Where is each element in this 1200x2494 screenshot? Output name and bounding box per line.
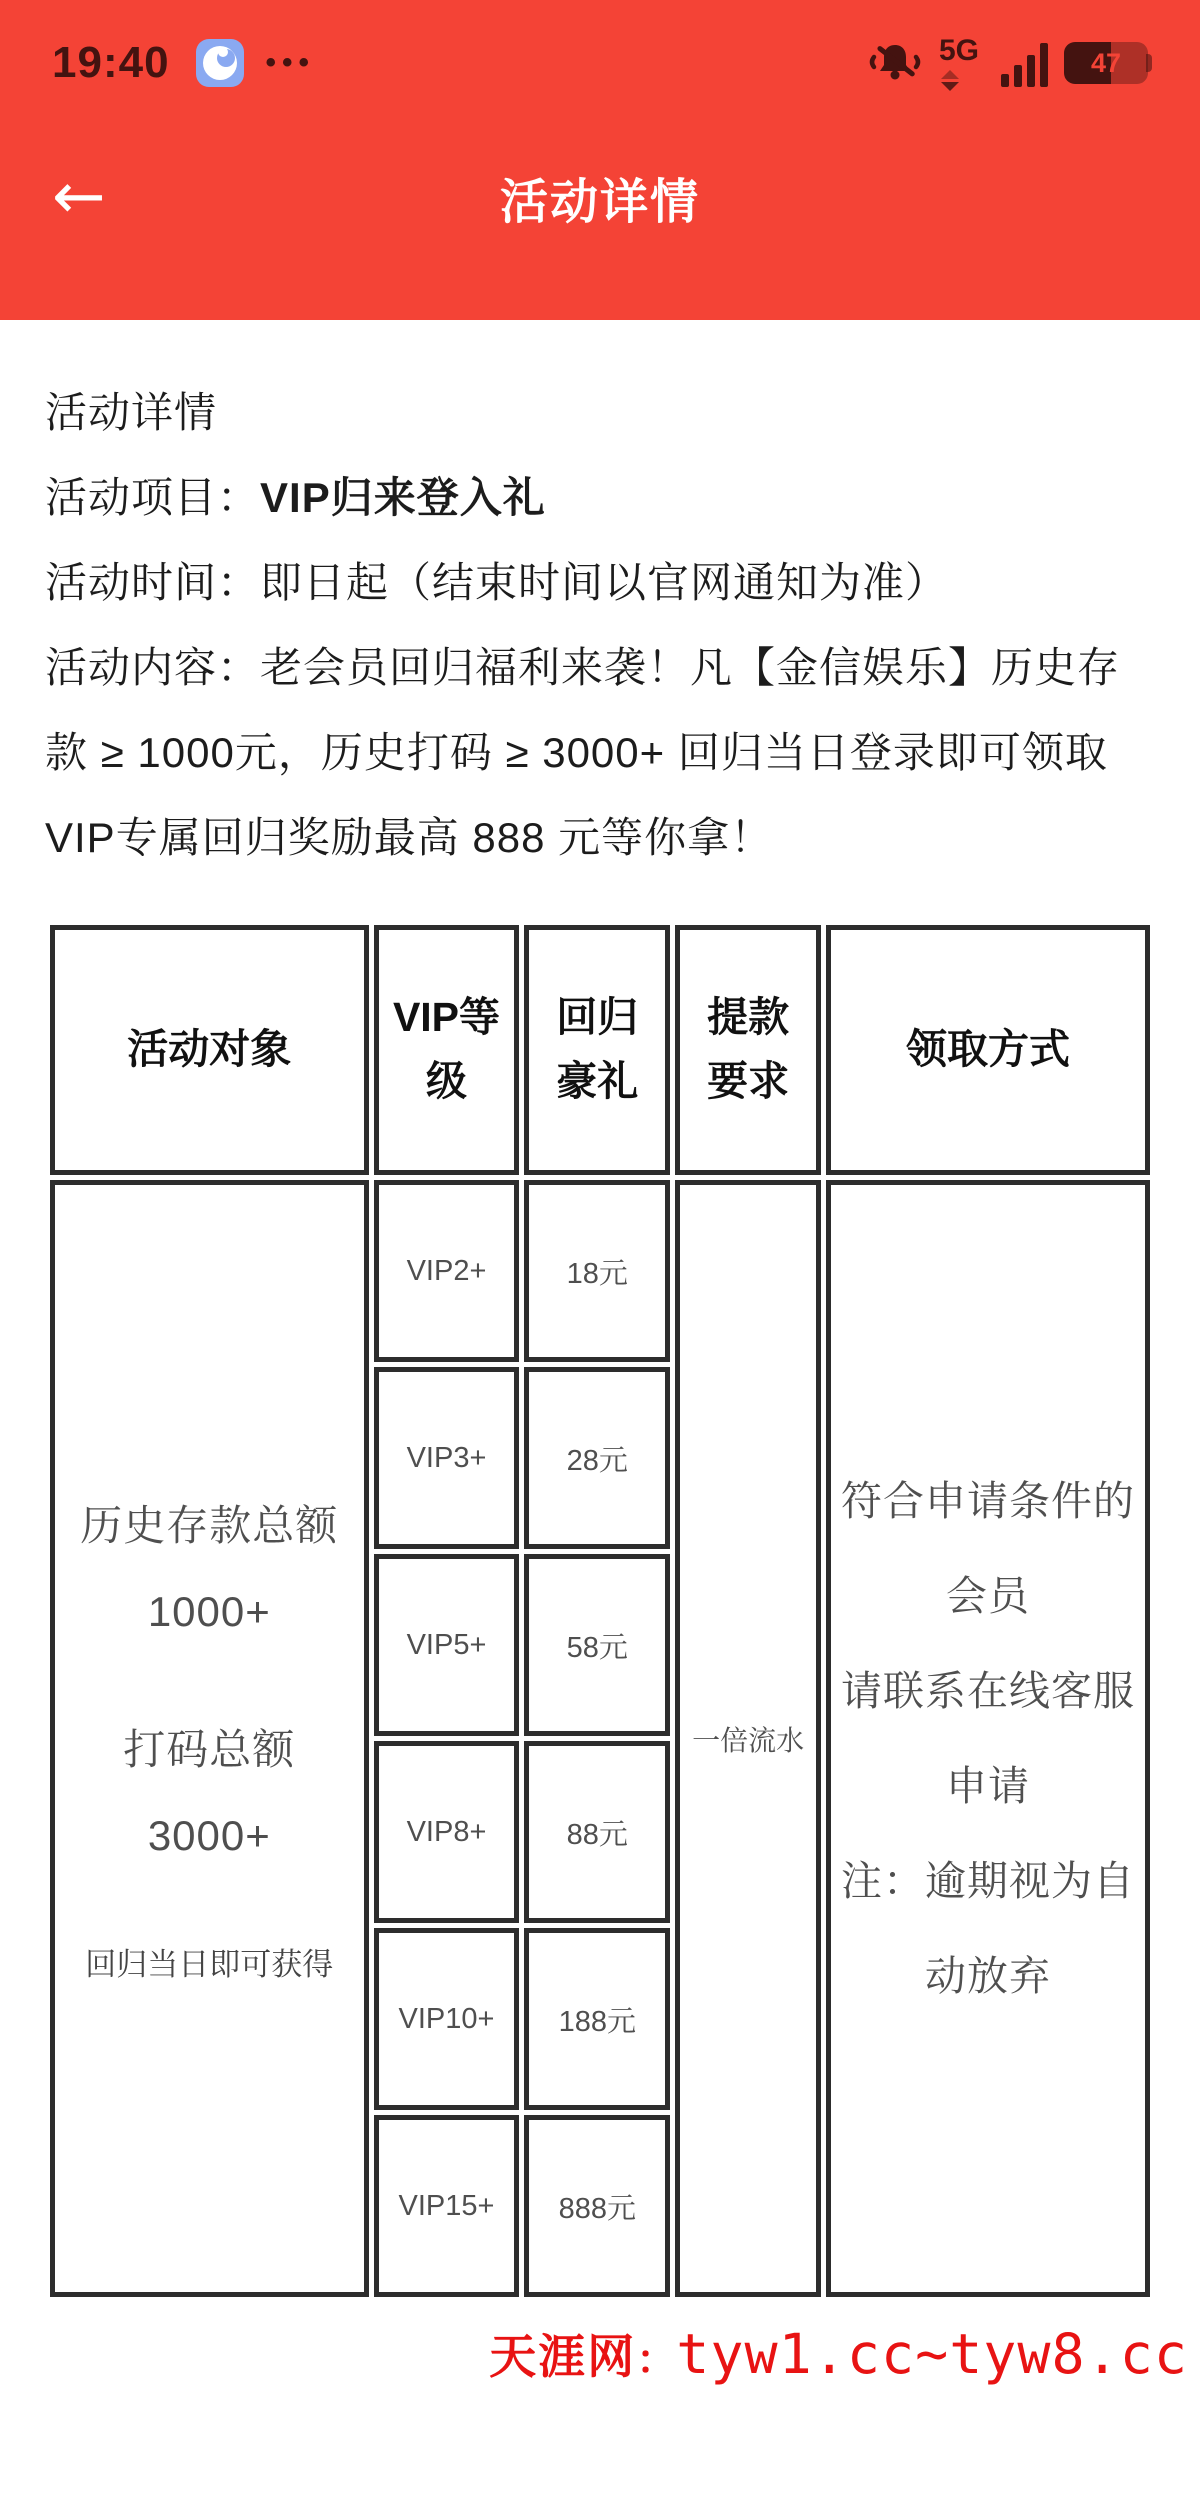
signal-bar-3 — [1027, 55, 1035, 87]
table-header-row — [50, 925, 1150, 1175]
mute-bell-icon — [867, 37, 923, 89]
claim-paragraph-3: 注：逾期视为自动放弃 — [840, 1857, 1135, 1999]
target-cell — [50, 1180, 369, 2297]
signal-bar-2 — [1014, 65, 1022, 87]
detail-heading: 活动详情 — [45, 389, 218, 436]
site-watermark — [0, 2320, 1200, 2387]
reward-cell: 88元 — [524, 1741, 670, 1923]
firefox-icon-globe — [203, 46, 237, 80]
status-bar-right-cluster — [867, 33, 1152, 91]
target-line-deposit: 历史存款总额 — [80, 1501, 339, 1549]
app-bar — [0, 112, 1200, 282]
battery-indicator — [1064, 42, 1152, 84]
status-bar — [0, 0, 1200, 112]
activity-project-value: VIP归来登入礼 — [260, 474, 546, 521]
col-header-reward: 回归豪礼 — [524, 925, 670, 1175]
signal-strength-icon — [967, 39, 1048, 87]
reward-cell: 888元 — [524, 2115, 670, 2297]
reward-cell: 58元 — [524, 1554, 670, 1736]
target-line-note: 回归当日即可获得 — [85, 1946, 334, 1982]
col-header-claim: 领取方式 — [826, 925, 1150, 1175]
vip-level-cell: VIP10+ — [374, 1928, 520, 2110]
watermark-site-name: 天涯网 — [489, 2330, 637, 2383]
activity-time-line: 活动时间：即日起（结束时间以官网通知为准） — [45, 559, 949, 606]
upload-arrow-icon — [941, 70, 959, 79]
back-button[interactable]: ← — [52, 160, 106, 234]
vip-level-cell: VIP2+ — [374, 1180, 520, 1362]
activity-project-line — [45, 455, 1155, 540]
claim-method-cell — [826, 1180, 1150, 2297]
battery-icon — [1064, 42, 1148, 84]
download-arrow-icon — [941, 82, 959, 91]
activity-detail-content — [0, 320, 1200, 2302]
signal-bar-4 — [1040, 43, 1048, 87]
notification-overflow-dots: ••• — [265, 46, 316, 79]
data-updown-arrows-icon — [941, 70, 959, 91]
battery-percent: 47 — [1090, 47, 1122, 78]
col-header-target: 活动对象 — [50, 925, 369, 1175]
vip-level-cell: VIP5+ — [374, 1554, 520, 1736]
watermark-colon: ： — [636, 2338, 677, 2382]
target-line-wager: 打码总额 — [123, 1725, 296, 1773]
status-time: 19:40 — [52, 38, 170, 87]
reward-cell: 188元 — [524, 1928, 670, 2110]
activity-content-paragraph: 活动内容：老会员回归福利来袭！凡【金信娱乐】历史存款 ≥ 1000元，历史打码 ≥ 3000+ 回归当日登录即可领取 VIP专属回归奖励最高 888 元等你拿！ — [45, 644, 1121, 861]
network-type-label: 5G — [938, 33, 979, 67]
col-header-vip-level: VIP等级 — [374, 925, 520, 1175]
target-line-wager-amount: 3000+ — [147, 1811, 271, 1859]
withdraw-requirement-cell: 一倍流水 — [675, 1180, 821, 2297]
watermark-urls: tyw1.cc~tyw8.cc — [676, 2322, 1188, 2386]
reward-cell: 18元 — [524, 1180, 670, 1362]
table-row — [50, 1180, 1150, 1362]
claim-paragraph-2: 请联系在线客服申请 — [840, 1667, 1135, 1809]
signal-bar-1 — [1001, 74, 1009, 87]
reward-cell: 28元 — [524, 1367, 670, 1549]
activity-project-label: 活动项目： — [45, 474, 261, 521]
vip-level-cell: VIP8+ — [374, 1741, 520, 1923]
claim-paragraph-1: 符合申请条件的会员 — [840, 1477, 1135, 1619]
target-line-deposit-amount: 1000+ — [147, 1587, 271, 1635]
firefox-notification-icon — [196, 39, 244, 87]
page-title: 活动详情 — [499, 175, 700, 229]
firefox-icon-swirl-highlight — [218, 47, 228, 57]
col-header-withdraw: 提款要求 — [675, 925, 821, 1175]
vip-level-cell: VIP15+ — [374, 2115, 520, 2297]
reward-table — [45, 920, 1155, 2302]
vip-level-cell: VIP3+ — [374, 1367, 520, 1549]
header-red-area — [0, 0, 1200, 320]
